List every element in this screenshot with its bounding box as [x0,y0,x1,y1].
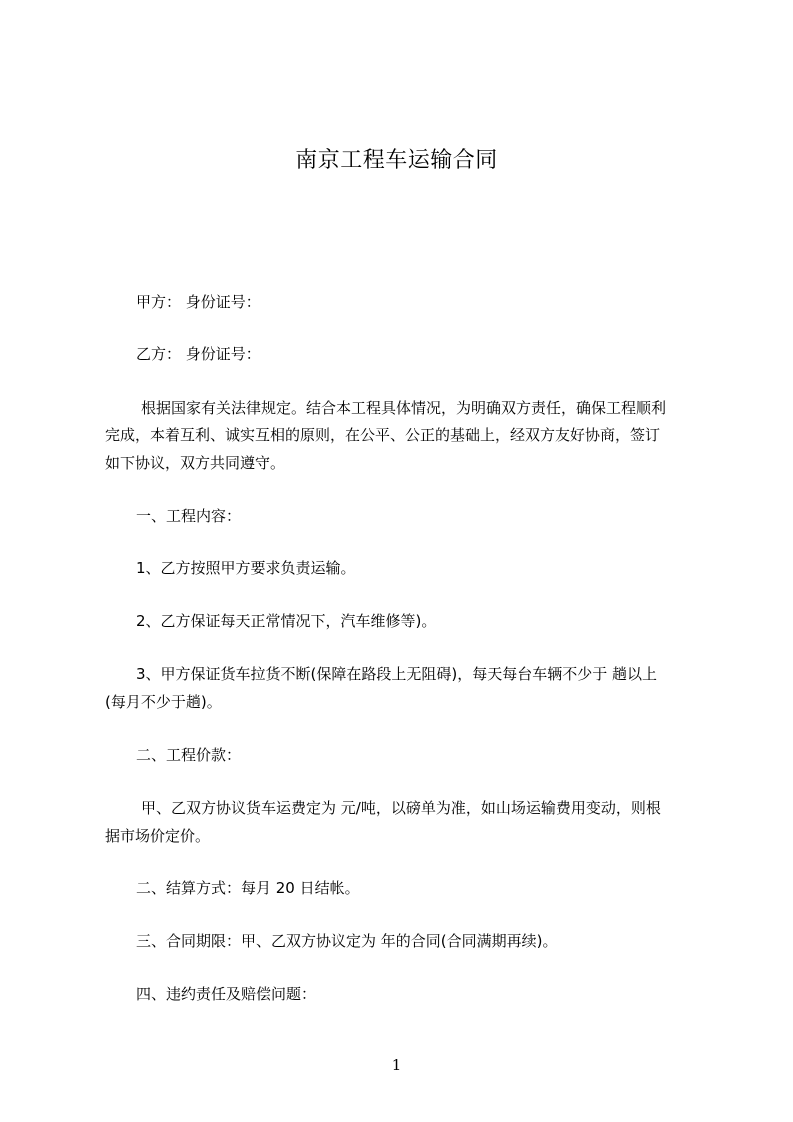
section-2-heading: 二、工程价款： [136,746,242,764]
party-b-line: 乙方： 身份证号： [136,345,261,363]
preamble-line-3: 如下协议，双方共同遵守。 [105,454,286,472]
price-line-1: 甲、乙双方协议货车运费定为 元/吨，以磅单为准，如山场运输费用变动，则根 [141,799,661,817]
settlement-line: 二、结算方式：每月 20 日结帐。 [136,879,360,897]
item-3-line-2: (每月不少于趟)。 [105,693,222,711]
preamble-line-1: 根据国家有关法律规定。结合本工程具体情况，为明确双方责任，确保工程顺利 [141,399,667,417]
document-title: 南京工程车运输合同 [295,148,498,173]
item-2: 2、乙方保证每天正常情况下，汽车维修等)。 [136,612,437,630]
page-number: 1 [391,1056,402,1074]
section-1-heading: 一、工程内容： [136,507,242,525]
preamble-line-2: 完成，本着互利、诚实互相的原则，在公平、公正的基础上，经双方友好协商，签订 [105,426,661,444]
term-line: 三、合同期限：甲、乙双方协议定为 年的合同(合同满期再续)。 [136,932,558,950]
item-1: 1、乙方按照甲方要求负责运输。 [136,559,356,577]
section-4-heading: 四、违约责任及赔偿问题： [136,985,317,1003]
price-line-2: 据市场价定价。 [105,827,211,845]
item-3-line-1: 3、甲方保证货车拉货不断(保障在路段上无阻碍)，每天每台车辆不少于 趟以上 [136,665,658,683]
party-a-line: 甲方： 身份证号： [136,293,261,311]
